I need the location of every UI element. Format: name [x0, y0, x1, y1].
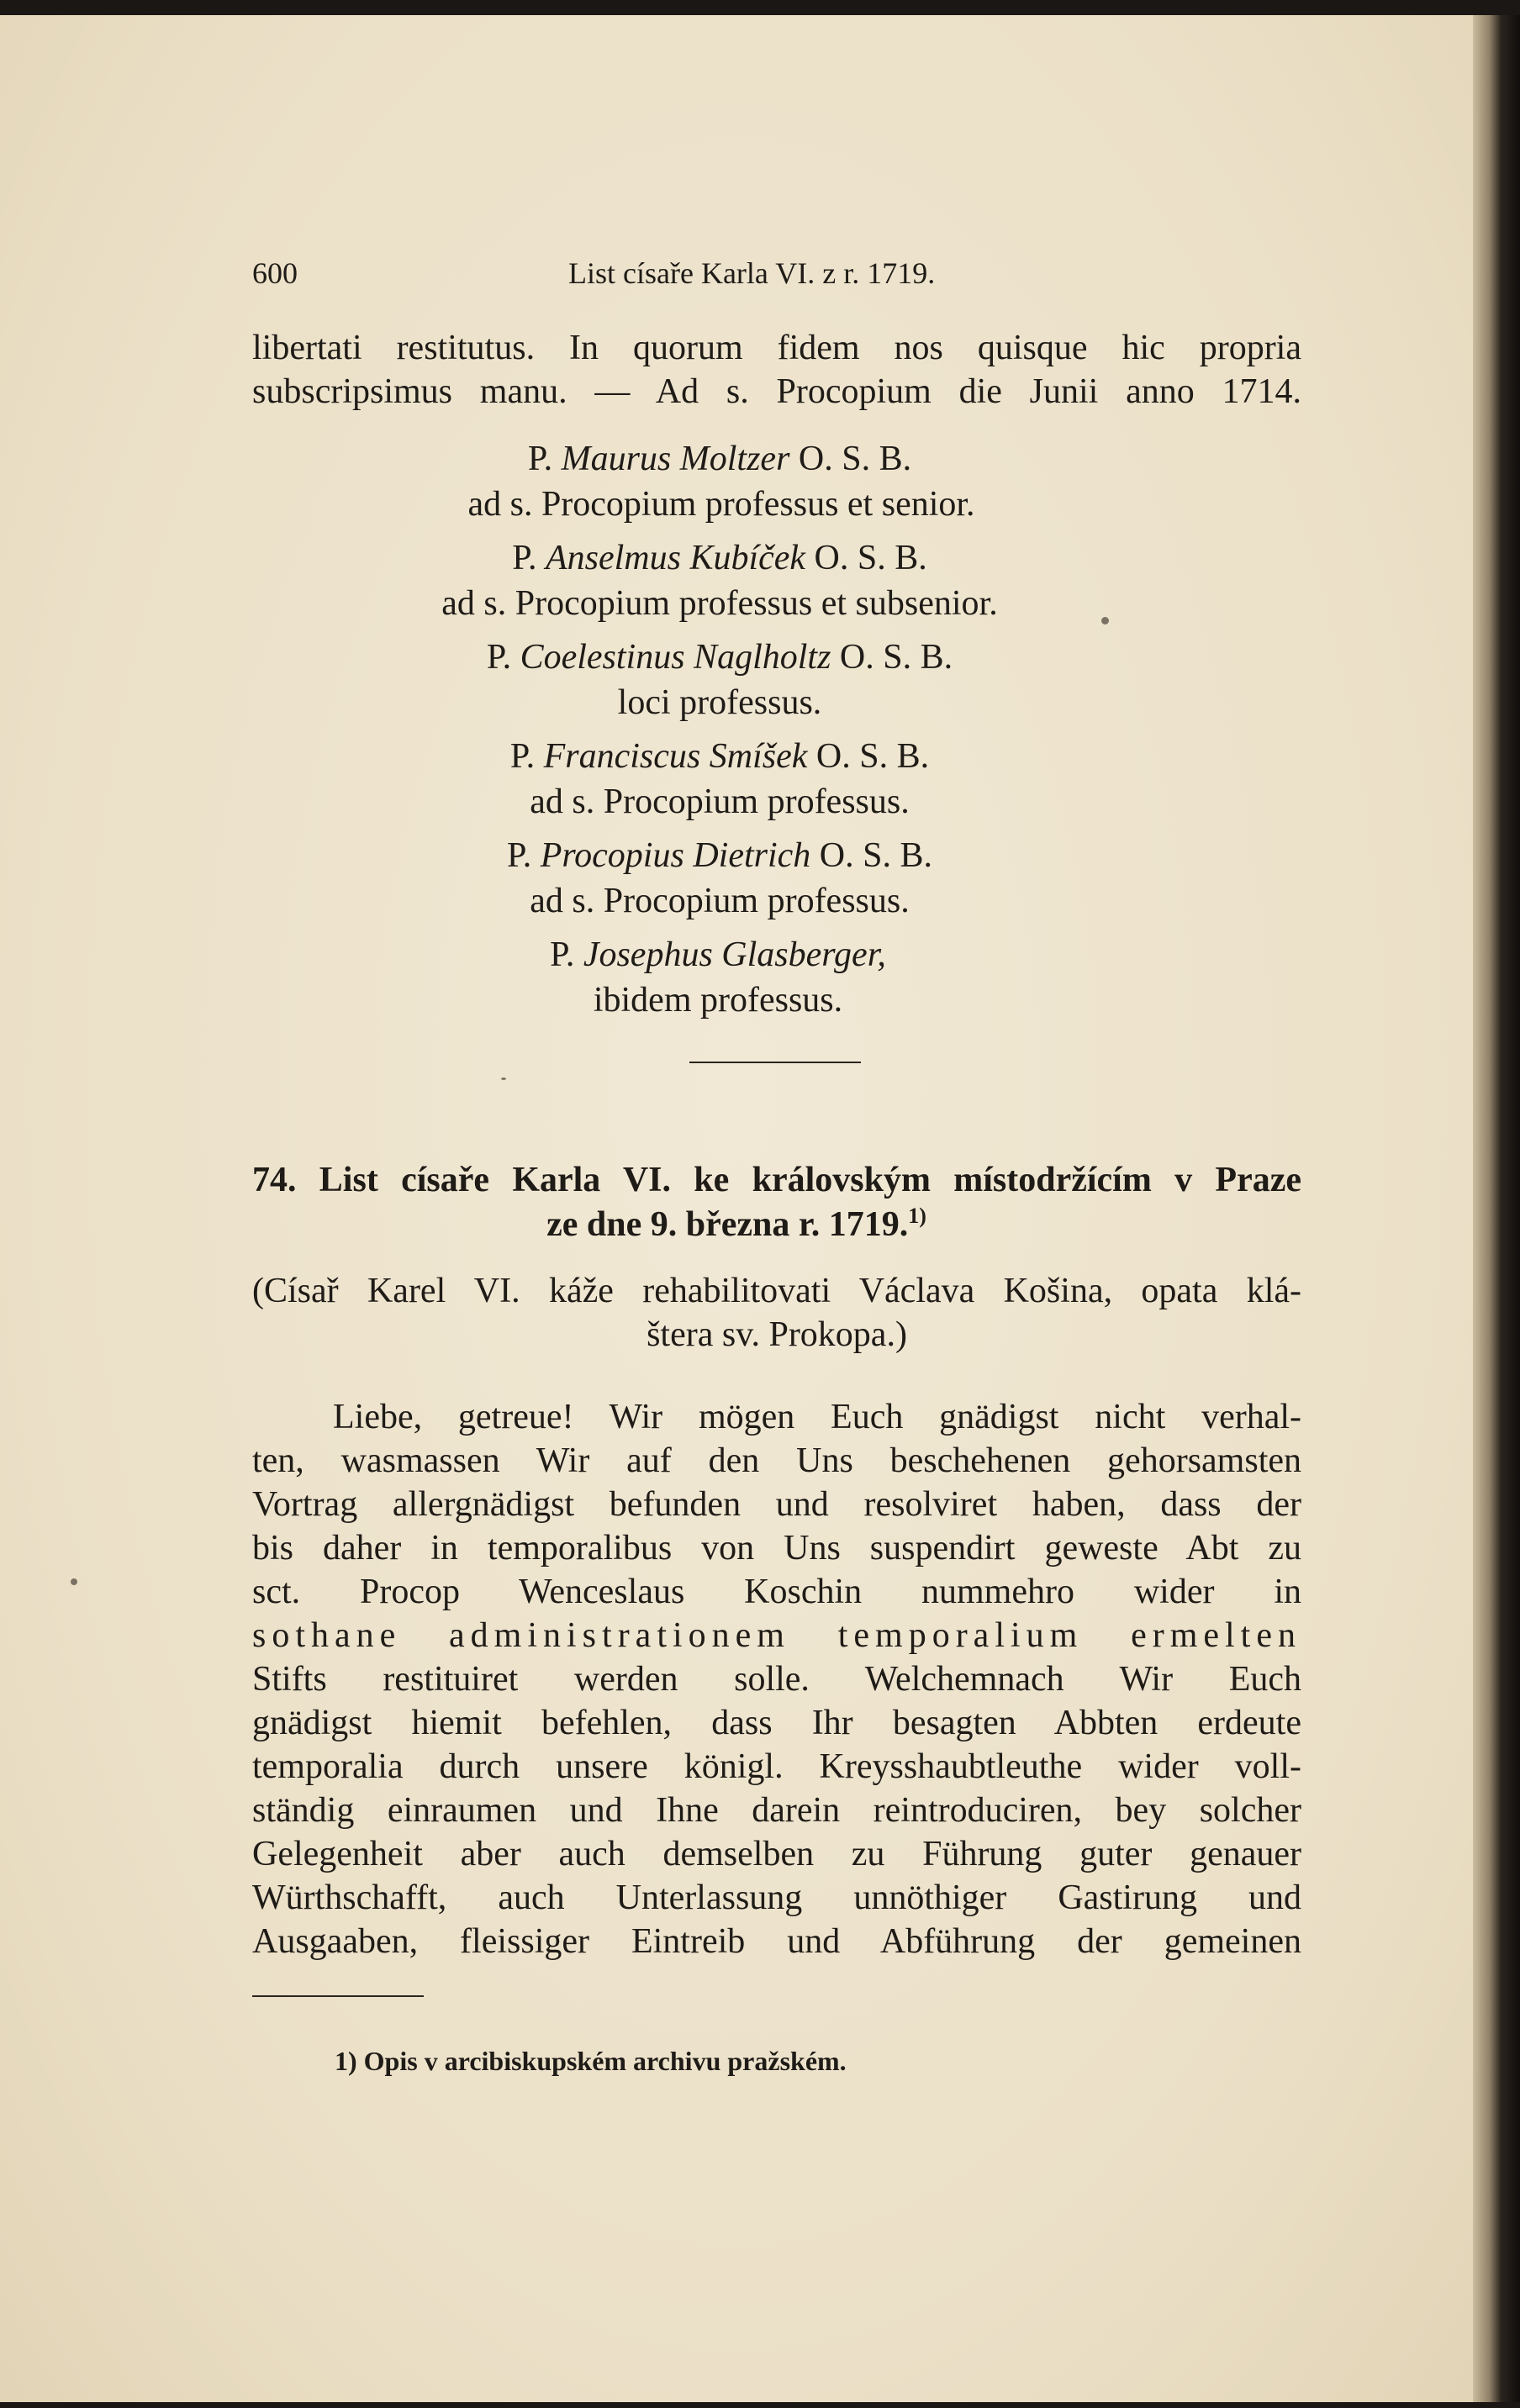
section-divider: [689, 1062, 861, 1063]
signature-name: P. Coelestinus Naglholtz O. S. B.: [486, 638, 953, 677]
paper-speck: [501, 1078, 506, 1080]
body-line: gnädigst hiemit befehlen, dass Ihr besagten Abbten erdeute: [252, 1704, 1301, 1742]
paper-speck: [1101, 617, 1109, 624]
document-title-line2: ze dne 9. března r. 1719.$^{1)}$: [546, 1204, 926, 1244]
paper-speck: [71, 1578, 77, 1585]
body-line-spaced: sct. Procop Wenceslaus Koschin nummehro wider in: [252, 1573, 1301, 1611]
signature-name: P. Josephus Glasberger,: [550, 935, 886, 974]
signature-name: P. Franciscus Smíšek O. S. B.: [509, 737, 930, 776]
signature-name: P. Maurus Moltzer O. S. B.: [527, 440, 912, 478]
body-line-spaced: sothane administrationem temporalium ermelten: [252, 1616, 1301, 1655]
signature-note: ad s. Procopium professus.: [530, 882, 910, 920]
body-line: temporalia durch unsere königl. Kreysshaubtleuthe wider voll-: [252, 1747, 1301, 1786]
footnote: 1) Opis v arcibiskupském archivu pražském.: [335, 2046, 847, 2076]
body-line: ten, wasmassen Wir auf den Uns beschehenen gehorsamsten: [252, 1441, 1301, 1480]
signature-note: loci professus.: [617, 683, 822, 722]
signature-note: ad s. Procopium professus.: [530, 782, 910, 821]
body-line: bis daher in temporalibus von Uns suspendirt geweste Abt zu: [252, 1529, 1301, 1568]
signature-note: ibidem professus.: [593, 981, 843, 1020]
body-line: Würthschafft, auch Unterlassung unnöthiger Gastirung und: [252, 1878, 1301, 1917]
signature-note: ad s. Procopium professus et subsenior.: [441, 584, 998, 623]
body-line: Vortrag allergnädigst befunden und resolviret haben, dass der: [252, 1485, 1301, 1524]
document-title-line1: 74. List císaře Karla VI. ke královským místodržícím v Praze: [252, 1161, 1301, 1199]
body-line: Stifts restituiret werden solle. Welchemnach Wir Euch: [252, 1660, 1301, 1699]
body-line: Gelegenheit aber auch demselben zu Führung guter genauer: [252, 1835, 1301, 1873]
signature-name: P. Anselmus Kubíček O. S. B.: [512, 539, 927, 577]
body-line: Liebe, getreue! Wir mögen Euch gnädigst nicht verhal-: [333, 1398, 1301, 1436]
footnote-divider: [252, 1995, 424, 1997]
signature-name: P. Procopius Dietrich O. S. B.: [507, 836, 932, 875]
book-spine: [1473, 15, 1520, 2402]
body-line: Ausgaaben, fleissiger Eintreib und Abführung der gemeinen: [252, 1922, 1301, 1961]
body-line: ständig einraumen und Ihne darein reintroduciren, bey solcher: [252, 1791, 1301, 1830]
summary-line: štera sv. Prokopa.): [647, 1315, 907, 1354]
prev-text-line: libertati restitutus. In quorum fidem nos quisque hic propria: [252, 329, 1301, 367]
running-title: List císaře Karla VI. z r. 1719.: [568, 256, 936, 290]
prev-text-line: subscripsimus manu. — Ad s. Procopium die Junii anno 1714.: [252, 372, 1301, 411]
page-number: 600: [252, 256, 298, 290]
signature-note: ad s. Procopium professus et senior.: [467, 485, 975, 524]
summary-line: (Císař Karel VI. káže rehabilitovati Václava Košina, opata klá-: [252, 1272, 1301, 1310]
book-page: [0, 15, 1473, 2402]
